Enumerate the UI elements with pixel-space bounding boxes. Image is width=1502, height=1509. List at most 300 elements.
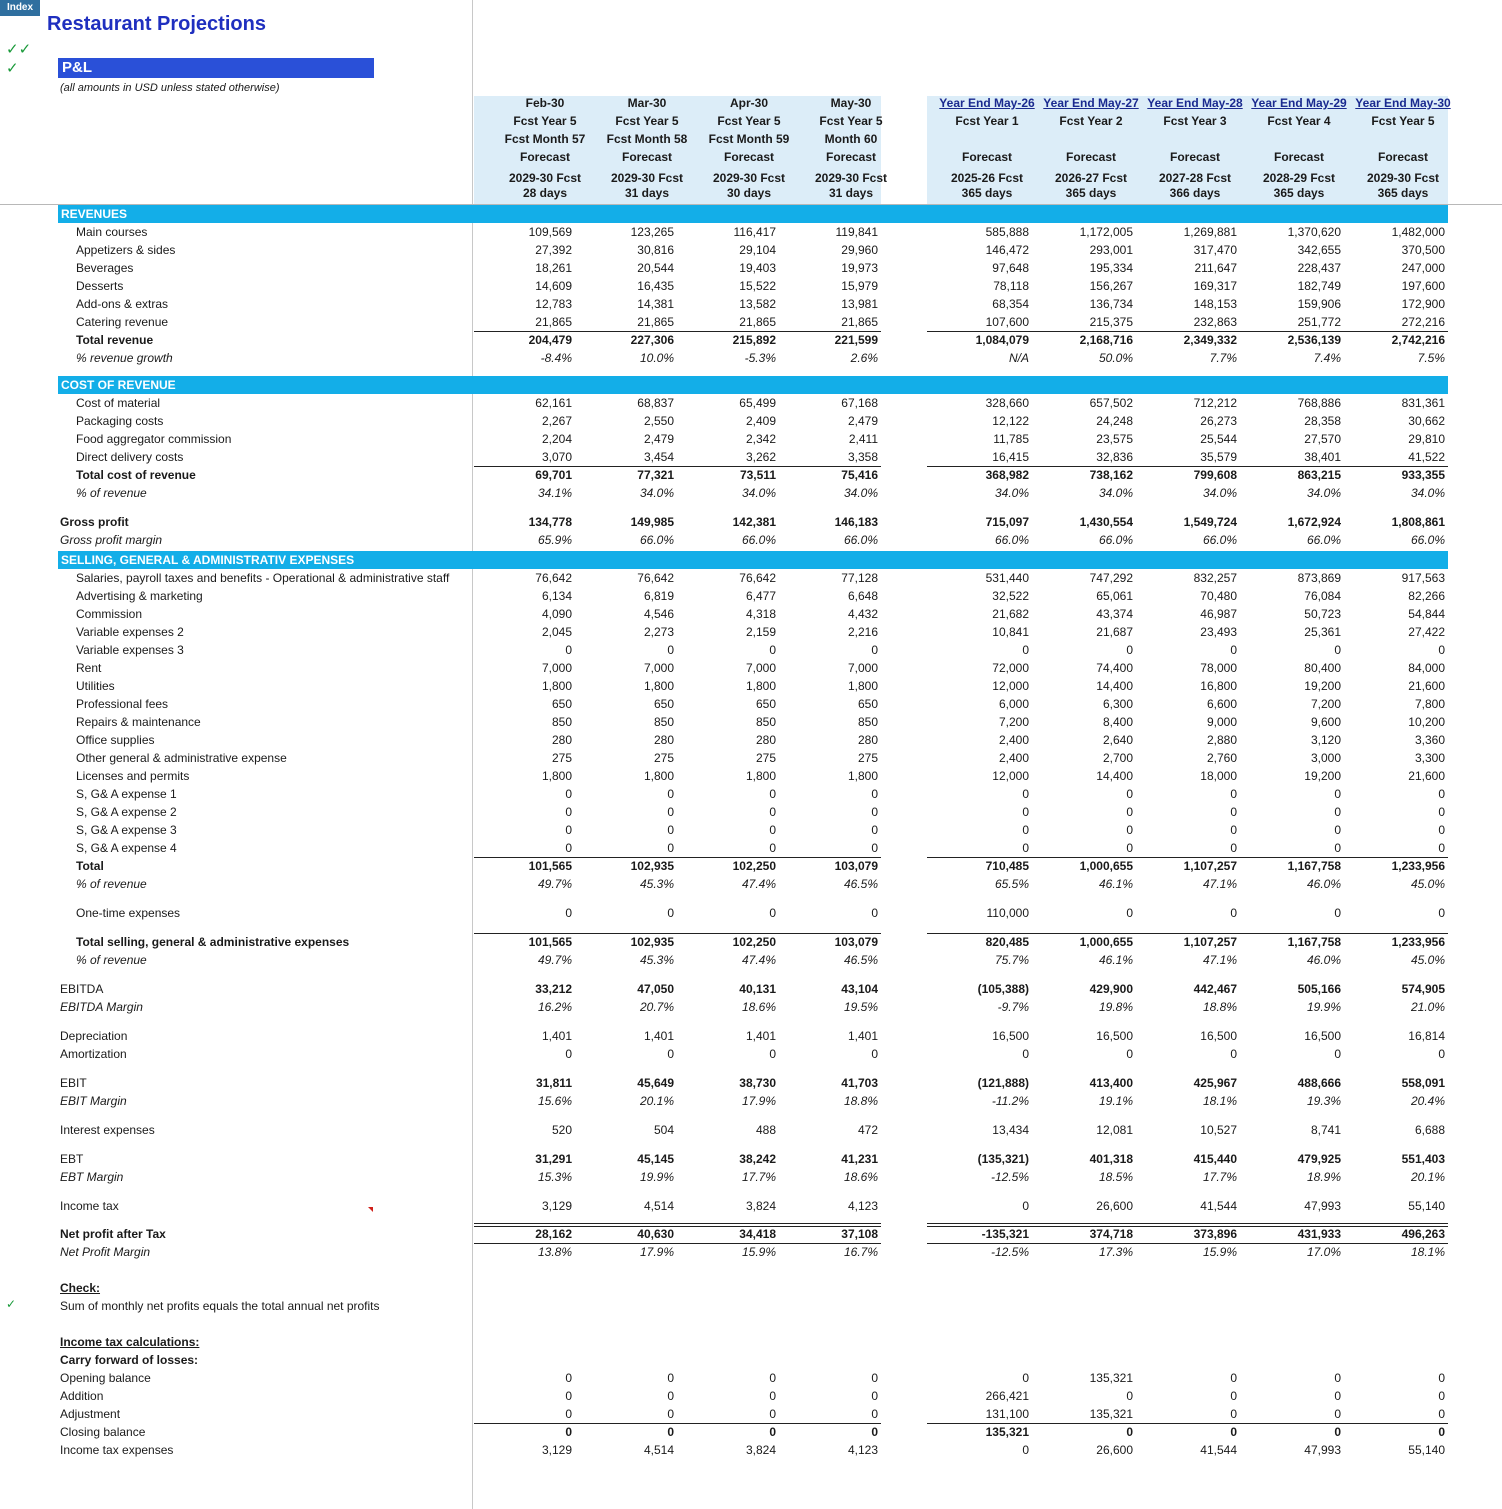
page-title: Restaurant Projections	[47, 13, 266, 35]
header-l3: Fcst Month 57	[504, 132, 586, 146]
cell-value: 275	[551, 751, 572, 765]
cell-value: 25,361	[1304, 625, 1341, 639]
cell-value: 15,979	[841, 279, 878, 293]
cell-value: 0	[1126, 823, 1133, 837]
cell-value: 14,400	[1096, 679, 1133, 693]
cell-value: 21,865	[739, 315, 776, 329]
row-label: Addition	[60, 1389, 104, 1403]
cell-value: 585,888	[985, 225, 1029, 239]
cell-value: 280	[551, 733, 572, 747]
cell-value: 16,435	[637, 279, 674, 293]
cell-value: 34.0%	[639, 486, 674, 500]
cell-value: 1,800	[541, 679, 572, 693]
cell-value: 1,482,000	[1391, 225, 1445, 239]
cell-value: 16,500	[1304, 1029, 1341, 1043]
cell-value: 0	[1334, 1425, 1341, 1439]
cell-value: 275	[857, 751, 878, 765]
cell-value: 34.1%	[537, 486, 572, 500]
header-l5: 2025-26 Fcst	[950, 171, 1024, 185]
cell-value: 1,172,005	[1079, 225, 1133, 239]
cell-value: 0	[1230, 1389, 1237, 1403]
cell-value: 3,070	[541, 450, 572, 464]
header-l2: Fcst Year 5	[717, 114, 781, 128]
cell-value: 228,437	[1297, 261, 1341, 275]
table-row	[0, 295, 1502, 313]
cell-value: 34.0%	[994, 486, 1029, 500]
cell-value: 251,772	[1297, 315, 1341, 329]
cell-value: 0	[871, 643, 878, 657]
cell-value: 3,824	[745, 1199, 776, 1213]
total-rule	[474, 466, 881, 467]
cell-value: 0	[667, 1389, 674, 1403]
cell-value: 0	[565, 643, 572, 657]
cell-value: 65,499	[739, 396, 776, 410]
cell-value: 109,569	[528, 225, 572, 239]
cell-value: 19,200	[1304, 679, 1341, 693]
cell-value: 1,000,655	[1079, 935, 1133, 949]
cell-value: 47,050	[637, 982, 674, 996]
table-row	[0, 1423, 1502, 1441]
cell-value: 0	[1438, 787, 1445, 801]
cell-value: 1,401	[745, 1029, 776, 1043]
cell-value: 15.3%	[537, 1170, 572, 1184]
row-label: Office supplies	[76, 733, 155, 747]
table-row	[0, 277, 1502, 295]
cell-value: 49.7%	[537, 877, 572, 891]
table-row	[0, 241, 1502, 259]
cell-value: 0	[1022, 1047, 1029, 1061]
cell-value: 747,292	[1089, 571, 1133, 585]
cell-value: 24,248	[1096, 414, 1133, 428]
cell-value: 1,800	[541, 769, 572, 783]
cell-value: 574,905	[1401, 982, 1445, 996]
cell-value: 27,570	[1304, 432, 1341, 446]
index-button[interactable]: Index	[0, 0, 40, 16]
cell-value: 933,355	[1401, 468, 1445, 482]
cell-value: 16,500	[1096, 1029, 1133, 1043]
row-label: Variable expenses 3	[76, 643, 184, 657]
cell-value: 1,800	[643, 769, 674, 783]
cell-value: 82,266	[1408, 589, 1445, 603]
cell-value: 135,321	[985, 1425, 1029, 1439]
cell-value: 1,808,861	[1391, 515, 1445, 529]
monthly-header-block	[474, 96, 888, 204]
cell-value: 21.0%	[1410, 1000, 1445, 1014]
row-label: EBIT Margin	[60, 1094, 127, 1108]
cell-value: 488	[755, 1123, 776, 1137]
cell-value: 136,734	[1089, 297, 1133, 311]
cell-value: 66.0%	[994, 533, 1029, 547]
cell-value: 657,502	[1089, 396, 1133, 410]
cell-value: 43,104	[841, 982, 878, 996]
cell-value: 2,400	[998, 733, 1029, 747]
cell-value: 2,216	[847, 625, 878, 639]
cell-value: 650	[755, 697, 776, 711]
cell-value: 0	[1438, 823, 1445, 837]
cell-value: 0	[871, 787, 878, 801]
header-l6: 365 days	[1065, 186, 1117, 200]
cell-value: 0	[1230, 1371, 1237, 1385]
total-rule	[927, 933, 1448, 934]
row-label: Gross profit	[60, 515, 129, 529]
cell-value: 27,392	[535, 243, 572, 257]
cell-value: 0	[871, 1047, 878, 1061]
cell-value: 18.1%	[1202, 1094, 1237, 1108]
cell-value: 215,375	[1089, 315, 1133, 329]
cell-value: 0	[565, 1389, 572, 1403]
cell-value: 16.2%	[537, 1000, 572, 1014]
cell-value: 148,153	[1193, 297, 1237, 311]
cell-value: 0	[1022, 1199, 1029, 1213]
cell-value: 19,403	[739, 261, 776, 275]
cell-value: 0	[769, 643, 776, 657]
cell-value: -8.4%	[540, 351, 572, 365]
table-row	[0, 980, 1502, 998]
row-label: S, G& A expense 1	[76, 787, 177, 801]
check-icon: ✓	[6, 1297, 17, 1311]
cell-value: 0	[769, 1047, 776, 1061]
table-row	[0, 951, 1502, 969]
cell-value: 46,987	[1200, 607, 1237, 621]
cell-value: 7,800	[1414, 697, 1445, 711]
cell-value: 2,760	[1206, 751, 1237, 765]
cell-value: 123,265	[630, 225, 674, 239]
cell-value: 1,800	[847, 679, 878, 693]
header-l4: Forecast	[1065, 150, 1117, 164]
table-row	[0, 1045, 1502, 1063]
cell-value: 26,273	[1200, 414, 1237, 428]
cell-value: 650	[857, 697, 878, 711]
cell-value: 1,000,655	[1079, 859, 1133, 873]
cell-value: 149,985	[630, 515, 674, 529]
table-row	[0, 1225, 1502, 1243]
total-rule	[927, 466, 1448, 467]
header-l4: Forecast	[621, 150, 673, 164]
header-l1: Year End May-26	[939, 96, 1035, 110]
cell-value: 3,129	[541, 1199, 572, 1213]
cell-value: 29,810	[1408, 432, 1445, 446]
cell-value: 16,500	[1200, 1029, 1237, 1043]
table-row	[0, 623, 1502, 641]
cell-value: 20,544	[637, 261, 674, 275]
cell-value: 15,522	[739, 279, 776, 293]
cell-value: 429,900	[1089, 982, 1133, 996]
cell-value: 66.0%	[1202, 533, 1237, 547]
row-label: Direct delivery costs	[76, 450, 184, 464]
header-l4: Forecast	[1377, 150, 1429, 164]
cell-value: 15.9%	[741, 1245, 776, 1259]
cell-value: 0	[1334, 1389, 1341, 1403]
cell-value: 102,250	[732, 859, 776, 873]
cell-value: 1,233,956	[1391, 859, 1445, 873]
table-row	[0, 569, 1502, 587]
table-row	[0, 331, 1502, 349]
row-label: Gross profit margin	[60, 533, 163, 547]
cell-value: 6,600	[1206, 697, 1237, 711]
cell-value: 6,000	[998, 697, 1029, 711]
cell-value: 6,648	[847, 589, 878, 603]
cell-value: N/A	[1008, 351, 1029, 365]
cell-value: 266,421	[985, 1389, 1029, 1403]
cell-value: 7,200	[998, 715, 1029, 729]
cell-value: 17.7%	[1202, 1170, 1237, 1184]
cell-value: 0	[1126, 787, 1133, 801]
header-l2: Fcst Year 3	[1163, 114, 1227, 128]
cell-value: 738,162	[1089, 468, 1133, 482]
cell-value: 863,215	[1297, 468, 1341, 482]
cell-value: 7,000	[541, 661, 572, 675]
total-rule	[474, 933, 881, 934]
row-label: Income tax expenses	[60, 1443, 174, 1457]
cell-value: 0	[1022, 823, 1029, 837]
cell-value: 873,869	[1297, 571, 1341, 585]
cell-value: 1,401	[541, 1029, 572, 1043]
table-row	[0, 531, 1502, 549]
cell-value: 0	[1438, 1389, 1445, 1403]
cell-value: 7.4%	[1313, 351, 1341, 365]
cell-value: 4,514	[643, 1443, 674, 1457]
cell-value: 520	[551, 1123, 572, 1137]
cell-value: 73,511	[739, 468, 776, 482]
cell-value: 1,167,758	[1287, 859, 1341, 873]
row-label: % of revenue	[76, 877, 147, 891]
cell-value: 14,609	[535, 279, 572, 293]
cell-value: 12,000	[992, 679, 1029, 693]
cell-value: 19.1%	[1098, 1094, 1133, 1108]
cell-value: 0	[667, 643, 674, 657]
section-band: SELLING, GENERAL & ADMINISTRATIV EXPENSES	[58, 551, 1448, 569]
cell-value: 2,409	[745, 414, 776, 428]
annual-header-col	[1247, 96, 1351, 204]
cell-value: 110,000	[986, 906, 1029, 920]
cell-value: 68,354	[992, 297, 1029, 311]
cell-value: 0	[871, 841, 878, 855]
annual-header-col	[1039, 96, 1143, 204]
total-rule	[474, 1223, 881, 1227]
row-label: Amortization	[60, 1047, 127, 1061]
cell-value: 280	[755, 733, 776, 747]
header-l6: 30 days	[726, 186, 772, 200]
row-label: S, G& A expense 2	[76, 805, 177, 819]
cell-value: 917,563	[1401, 571, 1445, 585]
cell-value: 20.1%	[639, 1094, 674, 1108]
cell-value: 2,400	[998, 751, 1029, 765]
row-label: Main courses	[76, 225, 148, 239]
cell-value: 0	[1022, 805, 1029, 819]
cell-value: 10.0%	[639, 351, 674, 365]
row-label: EBIT	[60, 1076, 87, 1090]
row-label: Food aggregator commission	[76, 432, 232, 446]
cell-value: 0	[565, 1047, 572, 1061]
table-row	[0, 1279, 1502, 1297]
cell-value: 0	[1334, 823, 1341, 837]
table-row	[0, 223, 1502, 241]
cell-value: 0	[1126, 841, 1133, 855]
cell-value: 101,565	[528, 859, 572, 873]
cell-value: 41,231	[841, 1152, 878, 1166]
cell-value: 12,122	[992, 414, 1029, 428]
monthly-header-col	[596, 96, 698, 204]
cell-value: 17.0%	[1306, 1245, 1341, 1259]
cell-value: 23,493	[1200, 625, 1237, 639]
annual-header-col	[1143, 96, 1247, 204]
cell-value: 650	[653, 697, 674, 711]
cell-value: 850	[551, 715, 572, 729]
cell-value: 442,467	[1193, 982, 1237, 996]
cell-value: 34.0%	[1410, 486, 1445, 500]
cell-value: -12.5%	[990, 1170, 1029, 1184]
header-l5: 2029-30 Fcst	[814, 171, 888, 185]
table-row	[0, 605, 1502, 623]
row-label: Appetizers & sides	[76, 243, 176, 257]
cell-value: 50,723	[1304, 607, 1341, 621]
row-label: EBITDA Margin	[60, 1000, 143, 1014]
row-label: Total	[76, 859, 104, 873]
cell-value: 156,267	[1089, 279, 1133, 293]
cell-value: 65.5%	[994, 877, 1029, 891]
cell-value: 38,242	[739, 1152, 776, 1166]
cell-value: 0	[565, 1425, 572, 1439]
cell-value: 33,212	[535, 982, 572, 996]
cell-value: 0	[1022, 787, 1029, 801]
cell-value: 413,400	[1089, 1076, 1133, 1090]
cell-value: 650	[551, 697, 572, 711]
cell-value: 0	[565, 841, 572, 855]
cell-value: 18.6%	[741, 1000, 776, 1014]
cell-value: 0	[1334, 841, 1341, 855]
table-row	[0, 1387, 1502, 1405]
cell-value: 18.8%	[843, 1094, 878, 1108]
cell-value: 280	[857, 733, 878, 747]
cell-value: 27,422	[1408, 625, 1445, 639]
cell-value: 19,973	[841, 261, 878, 275]
cell-value: 832,257	[1193, 571, 1237, 585]
cell-value: 2,700	[1102, 751, 1133, 765]
cell-value: 0	[565, 823, 572, 837]
cell-value: 75.7%	[994, 953, 1029, 967]
cell-value: 47.4%	[741, 953, 776, 967]
cell-value: 0	[871, 1407, 878, 1421]
cell-value: 0	[1438, 1047, 1445, 1061]
cell-value: 16,415	[992, 450, 1029, 464]
header-l5: 2029-30 Fcst	[1366, 171, 1440, 185]
row-label: Sum of monthly net profits equals the total annual net profits	[60, 1299, 380, 1313]
cell-value: 0	[1022, 1443, 1029, 1457]
check-icon-top: ✓✓	[6, 41, 32, 58]
row-label: Cost of material	[76, 396, 161, 410]
monthly-header-col	[494, 96, 596, 204]
header-l3: Fcst Month 58	[606, 132, 688, 146]
table-row	[0, 1168, 1502, 1186]
cell-value: 0	[667, 1371, 674, 1385]
cell-value: 9,000	[1206, 715, 1237, 729]
cell-value: 2,349,332	[1183, 333, 1237, 347]
cell-value: 9,600	[1310, 715, 1341, 729]
cell-value: 2.6%	[850, 351, 878, 365]
cell-value: 34.0%	[1098, 486, 1133, 500]
header-l4: Forecast	[1169, 150, 1221, 164]
cell-value: 19.3%	[1306, 1094, 1341, 1108]
cell-value: 0	[871, 1389, 878, 1403]
row-label: % revenue growth	[76, 351, 173, 365]
cell-value: 850	[755, 715, 776, 729]
cell-value: 8,741	[1310, 1123, 1341, 1137]
cell-value: 14,400	[1096, 769, 1133, 783]
cell-value: 415,440	[1193, 1152, 1237, 1166]
cell-value: 0	[667, 787, 674, 801]
cell-value: 0	[1334, 787, 1341, 801]
header-l3: Fcst Month 59	[708, 132, 790, 146]
cell-value: 23,575	[1096, 432, 1133, 446]
cell-value: 6,477	[745, 589, 776, 603]
row-label: Repairs & maintenance	[76, 715, 201, 729]
cell-value: 40,131	[739, 982, 776, 996]
cell-value: 19.5%	[843, 1000, 878, 1014]
header-l5: 2026-27 Fcst	[1054, 171, 1128, 185]
cell-value: 0	[1438, 805, 1445, 819]
annual-header-col	[1351, 96, 1455, 204]
cell-value: 17.9%	[741, 1094, 776, 1108]
table-row	[0, 998, 1502, 1016]
cell-value: 41,544	[1200, 1443, 1237, 1457]
cell-value: 45,145	[637, 1152, 674, 1166]
cell-value: 45.0%	[1410, 953, 1445, 967]
header-l6: 365 days	[1273, 186, 1325, 200]
row-label: Net profit after Tax	[60, 1227, 166, 1241]
cell-value: 142,381	[732, 515, 776, 529]
cell-value: 0	[1230, 1425, 1237, 1439]
cell-value: 831,361	[1401, 396, 1445, 410]
table-row	[0, 1074, 1502, 1092]
header-l6: 31 days	[828, 186, 874, 200]
cell-value: 0	[565, 1407, 572, 1421]
cell-value: 6,134	[541, 589, 572, 603]
cell-value: 31,811	[535, 1076, 572, 1090]
cell-value: 0	[1230, 823, 1237, 837]
cell-value: 67,168	[841, 396, 878, 410]
row-label: Add-ons & extras	[76, 297, 169, 311]
cell-value: 182,749	[1297, 279, 1341, 293]
cell-value: 34.0%	[843, 486, 878, 500]
table-row	[0, 412, 1502, 430]
header-l5: 2029-30 Fcst	[610, 171, 684, 185]
cell-value: 18.6%	[843, 1170, 878, 1184]
cell-value: 15.6%	[537, 1094, 572, 1108]
cell-value: 195,334	[1089, 261, 1133, 275]
cell-value: 34.0%	[741, 486, 776, 500]
row-label: Total revenue	[76, 333, 154, 347]
cell-value: 1,107,257	[1183, 859, 1237, 873]
cell-value: 18.5%	[1098, 1170, 1133, 1184]
cell-value: 14,381	[637, 297, 674, 311]
row-label: Rent	[76, 661, 102, 675]
cell-value: 342,655	[1297, 243, 1341, 257]
header-l5: 2029-30 Fcst	[508, 171, 582, 185]
row-label: Net Profit Margin	[60, 1245, 151, 1259]
cell-value: 280	[653, 733, 674, 747]
table-row	[0, 785, 1502, 803]
section-band: COST OF REVENUE	[58, 376, 1448, 394]
cell-value: 102,250	[732, 935, 776, 949]
cell-value: 712,212	[1193, 396, 1237, 410]
header-l1: Year End May-28	[1147, 96, 1243, 110]
table-row	[0, 839, 1502, 857]
cell-value: 1,167,758	[1287, 935, 1341, 949]
monthly-header-col	[698, 96, 800, 204]
cell-value: 41,544	[1200, 1199, 1237, 1213]
row-label: Closing balance	[60, 1425, 146, 1439]
table-row	[0, 857, 1502, 875]
